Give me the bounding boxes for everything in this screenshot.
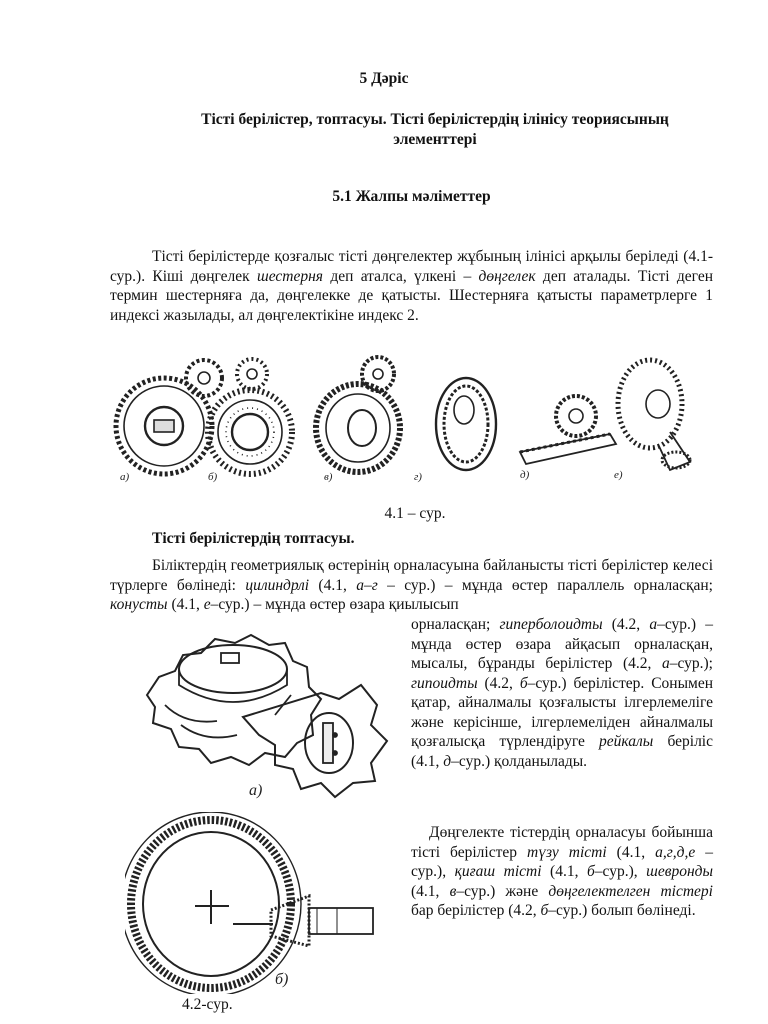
fig2-caption: 4.2-сур. <box>182 996 233 1013</box>
para3-text-3: – сур.), <box>411 843 714 880</box>
para2-text-1: Біліктердің геометриялық өстерінің орналасуына байланысты тісті берілістер келесі түрлерге бөлінеді: <box>110 557 713 594</box>
intro-text-1: Тісті берілістерде қозғалыс тісті дөңгелектер жұбының ілінісі арқылы беріледі (4.1-сур.). Кіші дөңгелек <box>110 248 713 285</box>
herringbone-gear-pair-image <box>316 357 400 472</box>
spur-gear-pair-image <box>116 360 222 474</box>
para2-col-text-6: –сур.) берілістер. Сонымен қатар, айналмалы қозғалысты ілгерлемеліге және керісінше, ілгерлемеліден айналмалы қозғалысқа түрлендіруге <box>411 674 713 750</box>
term-tsilindrli: цилиндрлі <box>245 576 310 594</box>
section-title: 5.1 Жалпы мәліметтер <box>332 188 491 205</box>
para2-col-text-1: орналасқан; <box>411 616 500 633</box>
fig1-caption: 4.1 – сур. <box>384 505 446 522</box>
para2-text-2: (4.1, <box>309 576 357 594</box>
para3-text-1: Дөңгелекте тістердің орналасуы бойынша тісті берілістер <box>411 824 713 861</box>
hypoid-gear-image <box>125 812 373 994</box>
figure-4-2a <box>125 625 397 803</box>
internal-gear-image <box>436 378 496 470</box>
ref-b-2: б <box>586 863 595 880</box>
term-giperboloidty: гиперболоидты <box>499 616 603 633</box>
term-dongelektelgen: дөңгелектелген тістері <box>548 882 713 900</box>
term-qigash-tisti: қиғаш тісті <box>454 863 542 880</box>
para3-text-6: (4.1, <box>411 882 450 900</box>
ref-a-g-d-e: а,г,д,е <box>655 843 696 861</box>
term-shesternya: шестерня <box>257 267 324 285</box>
para2-col-text-3: –сур.) – мұнда өстер өзара айқасып орналасқан, мысалы, бұранды берілістер (4.2, <box>411 616 713 672</box>
bevel-gear-pair-image <box>618 360 690 470</box>
ref-d: д <box>443 752 452 770</box>
fig1-panel-g: г) <box>414 471 422 483</box>
para2-column <box>411 615 713 771</box>
para3-text-2: (4.1, <box>606 843 656 861</box>
ref-a-g: а–г <box>356 576 378 594</box>
term-shevrondy: шевронды <box>646 863 713 880</box>
para3-text-5: –сур.), <box>594 863 647 880</box>
para2-col-text-7: беріліс (4.1, <box>411 733 713 770</box>
ref-v: в <box>449 882 457 900</box>
term-dongelek: дөңгелек <box>478 267 536 285</box>
para3-text-9: –сур.) болып бөлінеді. <box>548 902 696 919</box>
fig1-panel-a: а) <box>120 471 130 483</box>
intro-text-3: деп аталады. Тісті деген термин шестерняға да, дөңгелекке де қатысты. Шестерняға қатысты параметрлерге 1 индексі жазылады, ал дөңгелектікіне индекс 2. <box>110 267 714 324</box>
para2-text-5: –сур.) – мұнда өстер өзара қиылысып <box>210 596 459 613</box>
para2-col-text-8: –сур.) қолданылады. <box>451 752 588 770</box>
ref-b-1: б <box>519 674 528 692</box>
fig2-panel-b: б) <box>275 971 289 988</box>
fig1-panel-b: б) <box>208 471 218 483</box>
figure-4-2b <box>125 812 397 994</box>
ref-b-3: б <box>540 902 549 919</box>
para3-text-7: –сур.) және <box>456 882 549 900</box>
fig1-panel-v: в) <box>324 471 333 483</box>
para3 <box>411 823 713 921</box>
para2-text-3: – сур.) – мұнда өстер параллель орналасқан; <box>377 576 713 594</box>
ref-a-1: а <box>649 616 658 633</box>
term-reikaly: рейкалы <box>599 733 654 750</box>
crossed-helical-gears-image <box>147 635 387 797</box>
para3-text-4: (4.1, <box>541 863 587 880</box>
para2-text-4: (4.1, <box>167 596 204 613</box>
term-gipoidty: гипоидты <box>411 674 478 692</box>
topic-title-line2: элементтері <box>393 131 477 148</box>
para2-col-text-5: (4.2, <box>477 674 520 692</box>
topic-title-line1: Тісті берілістер, топтасуы. Тісті берілістердің ілінісу теориясының <box>201 111 669 128</box>
para2-col-text-4: –сур.); <box>669 655 713 672</box>
lecture-title: 5 Дәріс <box>359 70 409 87</box>
ref-a-2: а <box>661 655 670 672</box>
fig1-panel-e: е) <box>614 469 623 481</box>
topic-title <box>115 110 755 150</box>
term-konusty: конусты <box>110 596 168 613</box>
classification-heading: Тісті берілістердің топтасуы. <box>152 530 355 547</box>
intro-paragraph <box>110 247 713 325</box>
fig2-panel-a: а) <box>249 782 263 799</box>
para2-col-text-2: (4.2, <box>602 616 650 633</box>
term-tuzu-tisti: түзу тісті <box>527 843 607 861</box>
para2-full <box>110 556 713 615</box>
fig1-panel-d: д) <box>520 469 530 481</box>
intro-text-2: деп аталса, үлкені – <box>323 267 479 285</box>
figure-4-1 <box>110 352 722 492</box>
para3-text-8: бар берілістер (4.2, <box>411 902 541 919</box>
rack-and-pinion-image <box>520 396 616 464</box>
ref-e: е <box>203 596 211 613</box>
